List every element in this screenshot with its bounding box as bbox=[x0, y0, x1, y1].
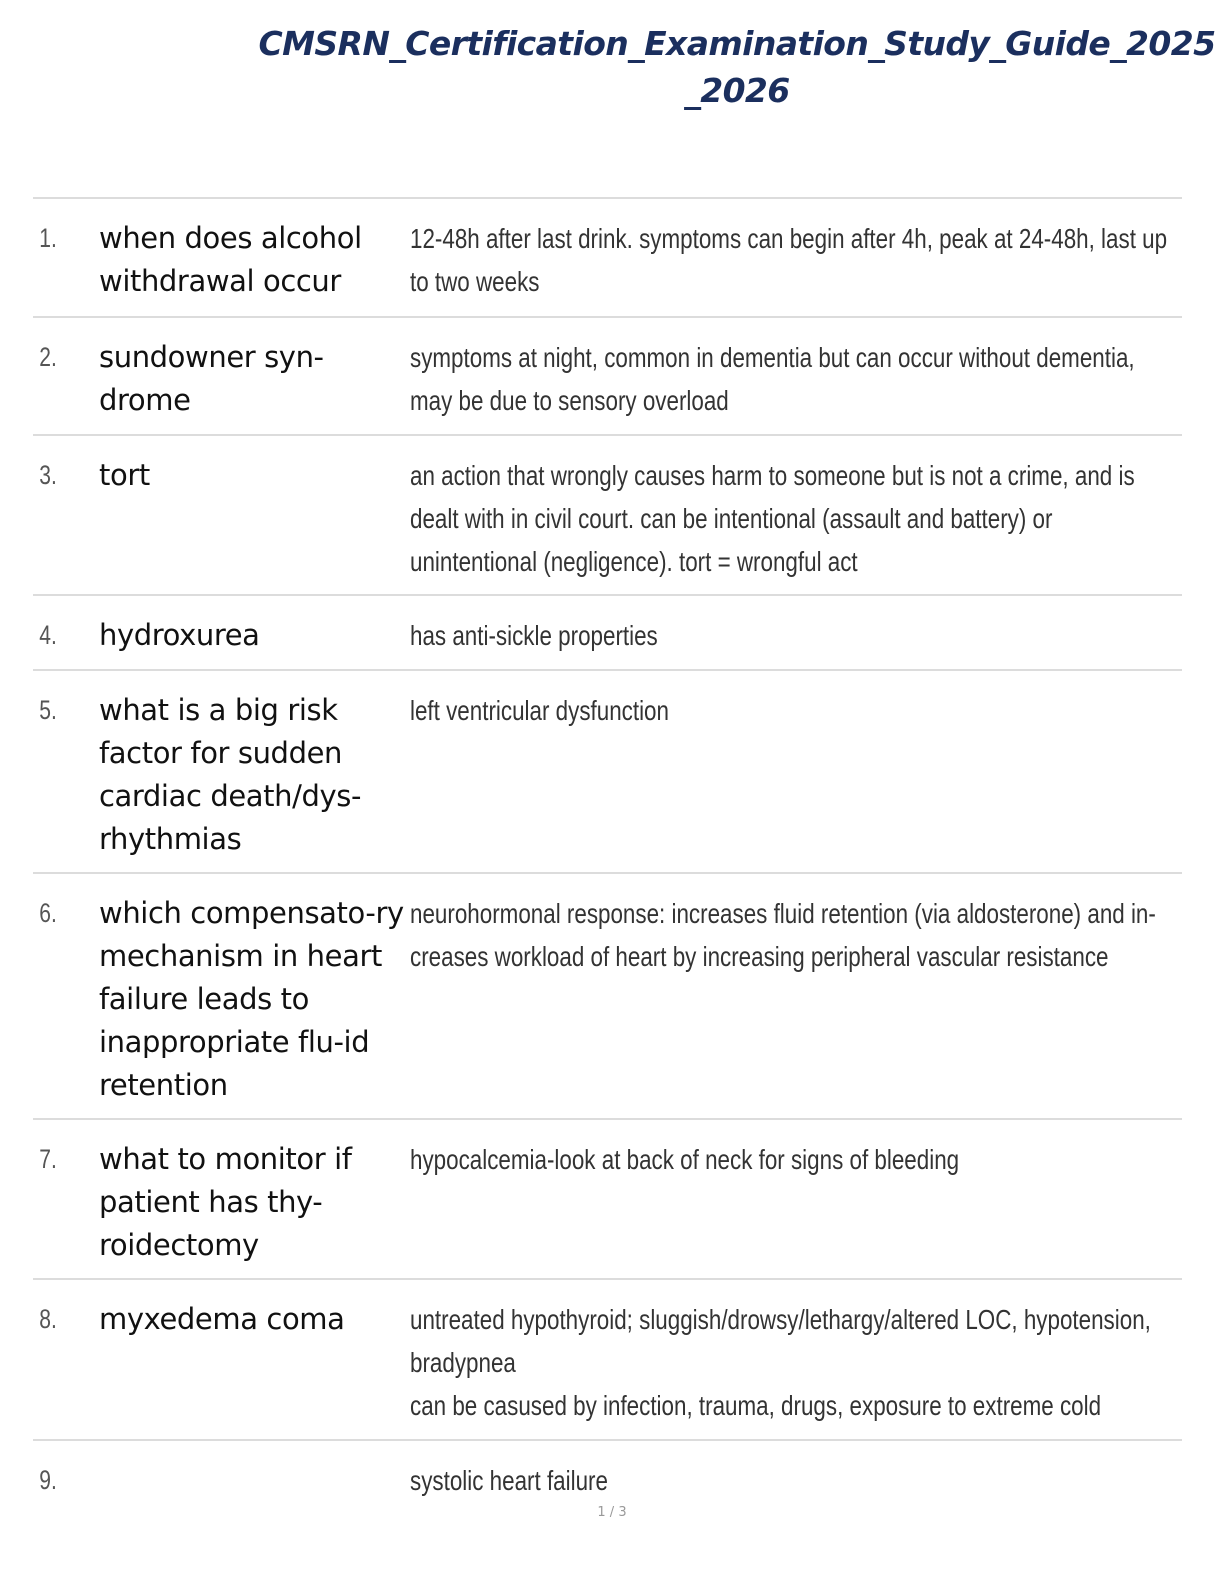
card-number: 1. bbox=[39, 223, 57, 253]
card-definition bbox=[410, 199, 1182, 316]
card-definition bbox=[410, 1120, 1182, 1278]
card-definition bbox=[410, 671, 1182, 872]
flashcard-row bbox=[33, 671, 1182, 874]
card-term: sundowner syn-drome bbox=[99, 340, 324, 417]
card-number: 8. bbox=[39, 1304, 57, 1334]
flashcard-list bbox=[33, 197, 1182, 1511]
document-title-line-2: _2026 bbox=[684, 71, 790, 110]
card-definition bbox=[410, 1441, 1182, 1511]
card-definition-text: systolic heart failure bbox=[410, 1465, 608, 1496]
flashcard-row bbox=[33, 1120, 1182, 1280]
card-term: when does alcohol withdrawal occur bbox=[99, 221, 362, 298]
card-definition bbox=[410, 318, 1182, 434]
document-title-line-1: CMSRN_Certification_Examination_Study_Guide_2025 bbox=[258, 24, 1216, 63]
card-term bbox=[99, 1441, 410, 1511]
flashcard-row bbox=[33, 874, 1182, 1120]
card-number: 5. bbox=[39, 695, 57, 725]
card-definition-text: has anti-sickle properties bbox=[410, 620, 658, 651]
flashcard-row bbox=[33, 1441, 1182, 1511]
card-definition-text: symptoms at night, common in dementia but can occur without dementia, may be due to sensory overload bbox=[410, 342, 1135, 416]
card-number: 4. bbox=[39, 620, 57, 650]
card-definition-text: 12-48h after last drink. symptoms can begin after 4h, peak at 24-48h, last up to two weeks bbox=[410, 223, 1168, 297]
card-definition-text: untreated hypothyroid; sluggish/drowsy/lethargy/altered LOC, hypotension, bradypnea can be casused by infection, trauma, drugs, exposure to extreme cold bbox=[410, 1304, 1151, 1421]
document-title bbox=[250, 20, 1224, 114]
card-number: 3. bbox=[39, 460, 57, 490]
card-number: 9. bbox=[39, 1465, 57, 1495]
flashcard-row bbox=[33, 596, 1182, 671]
card-term: which compensato-ry mechanism in heart failure leads to inappropriate flu-id retention bbox=[99, 896, 404, 1102]
flashcard-row bbox=[33, 199, 1182, 318]
card-term: what to monitor if patient has thy-roidectomy bbox=[99, 1142, 352, 1262]
card-term: what is a big risk factor for sudden cardiac death/dys-rhythmias bbox=[99, 693, 362, 856]
card-number: 7. bbox=[39, 1144, 57, 1174]
card-definition bbox=[410, 1280, 1182, 1439]
card-definition-text: neurohormonal response: increases fluid retention (via aldosterone) and in-creases workload of heart by increasing peripheral vascular resistance bbox=[410, 898, 1156, 972]
card-definition bbox=[410, 596, 1182, 669]
page-indicator: 1 / 3 bbox=[597, 1505, 627, 1520]
card-number: 2. bbox=[39, 342, 57, 372]
card-definition bbox=[410, 436, 1182, 594]
card-definition bbox=[410, 874, 1182, 1118]
card-term: hydroxurea bbox=[99, 618, 260, 652]
card-definition-text: hypocalcemia-look at back of neck for signs of bleeding bbox=[410, 1144, 960, 1175]
card-definition-text: an action that wrongly causes harm to someone but is not a crime, and is dealt with in civil court. can be intentional (assault and battery) or unintentional (negligence). tort = wrongful act bbox=[410, 460, 1135, 577]
card-definition-text: left ventricular dysfunction bbox=[410, 695, 669, 726]
flashcard-row bbox=[33, 318, 1182, 436]
card-number: 6. bbox=[39, 898, 57, 928]
flashcard-row bbox=[33, 436, 1182, 596]
card-term: myxedema coma bbox=[99, 1302, 345, 1336]
flashcard-row bbox=[33, 1280, 1182, 1441]
card-term: tort bbox=[99, 458, 150, 492]
